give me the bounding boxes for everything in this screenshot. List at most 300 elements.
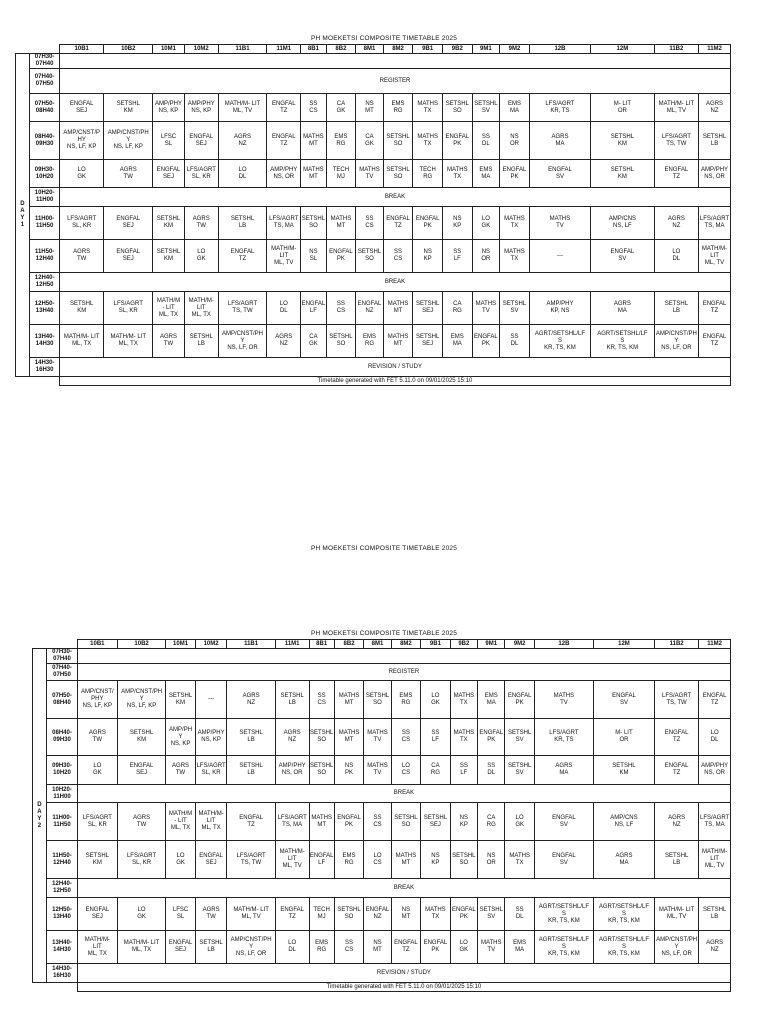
lesson-cell: LFS/AGRT TS, MA [699,207,731,240]
time-slot: 11H50- 12H40 [30,240,60,273]
lesson-cell: --- [195,681,227,719]
lesson-cell: SETSHL SEJ [413,292,443,325]
lesson-cell: MATH/M- LIT ML, TX [104,325,153,358]
column-header: 10B1 [59,45,103,54]
lesson-cell: ENGFAL SEJ [166,931,195,964]
lesson-cell: AMP/PHY NS, KP [184,94,218,122]
lesson-cell: LFS/AGRT TS, MA [699,803,731,841]
lesson-cell: MATHS TV [364,756,391,785]
column-header: 8B2 [326,45,356,54]
lesson-cell: MATHS TX [450,681,477,719]
lesson-cell: LO DL [654,240,698,273]
header-corner [15,45,59,54]
time-slot: 13H40- 14H30 [47,931,78,964]
lesson-cell: SETSHL SEJ [413,325,443,358]
timetable-row [15,358,731,377]
lesson-cell: EMS RG [326,122,356,160]
lesson-cell: SS DL [500,325,530,358]
lesson-cell: AMP/CNST/P HY NS, LF, KP [59,122,103,160]
lesson-cell: SETSHL SV [472,94,500,122]
time-slot: 12H40- 12H50 [30,273,60,292]
lesson-cell: MATH/M- LIT ML, TV [654,94,698,122]
lesson-cell: SS DL [505,898,534,931]
lesson-cell: SETSHL KM [104,94,153,122]
lesson-cell: NS KP [450,803,477,841]
header-row [32,640,731,649]
lesson-cell: SETSHL SO [443,94,473,122]
timetable-row [32,841,731,879]
lesson-cell: LO GK [505,803,534,841]
lesson-cell: SETSHL SV [500,292,530,325]
lesson-cell: MATH/M- LIT ML, TX [77,931,117,964]
generator-footer: Timetable generated with FET 5.11.0 on 09/01/2025 15:10 [59,377,730,386]
lesson-cell: ENGFAL TZ [654,160,698,188]
timetable-row [15,273,731,292]
column-header: 10M1 [153,45,185,54]
timetable-row [15,69,731,94]
lesson-cell: SETSHL SO [391,803,420,841]
lesson-cell: LFS/AGRT TS, TW [655,681,699,719]
lesson-cell: AMP/PHY NS, OR [275,756,309,785]
lesson-cell: ENGFAL PK [334,803,363,841]
lesson-cell: SETSHL SV [478,898,505,931]
timetable-day-2 [32,639,731,992]
lesson-cell: AMP/CNST/PH Y NS, LF, KP [104,122,153,160]
lesson-cell: LFS/AGRT TS, TW [218,292,267,325]
lesson-cell: NS MT [356,94,384,122]
lesson-cell: MATH/M- LIT ML, TX [59,325,103,358]
time-slot: 07H40- 07H50 [30,69,60,94]
lesson-cell: SS CS [309,681,334,719]
column-header: 11B1 [218,45,267,54]
lesson-cell: LO GK [184,240,218,273]
lesson-cell: SETSHL SO [309,719,334,756]
lesson-cell: LO DL [699,719,731,756]
lesson-cell: AGRS TW [77,719,117,756]
lesson-cell: ENGFAL TZ [655,719,699,756]
lesson-cell: ENGFAL SEJ [184,122,218,160]
lesson-cell: LO CS [391,756,420,785]
lesson-cell: MATHS TX [500,240,530,273]
time-slot: 08H40- 09H30 [30,122,60,160]
lesson-cell: EMS RG [334,841,363,879]
column-header: 12B [529,45,590,54]
time-slot: 11H00- 11H50 [30,207,60,240]
lesson-cell: NS OR [500,122,530,160]
column-header: 11B1 [227,640,275,649]
lesson-cell: SETSHL SO [326,325,356,358]
time-slot: 11H50- 12H40 [47,841,78,879]
lesson-cell: NS OR [472,240,500,273]
lesson-cell: ENGFAL PK [326,240,356,273]
lesson-cell: LFS/AGRT SL, KR [104,292,153,325]
period-label: REVISION / STUDY [59,358,730,377]
lesson-cell: AMP/PHY NS, KP [195,719,227,756]
period-label: BREAK [77,879,730,898]
lesson-cell: SETSHL LB [195,931,227,964]
lesson-cell: EMS RG [391,681,420,719]
lesson-cell: MATHS TV [534,681,593,719]
lesson-cell: AGRS TW [59,240,103,273]
lesson-cell: AMP/CNST/PH Y NS, LF, OR [227,931,275,964]
lesson-cell: MATHS TX [443,160,473,188]
lesson-cell: LO GK [166,841,195,879]
lesson-cell: LFS/AGRT SL, KR [195,756,227,785]
timetable-row [15,240,731,273]
lesson-cell: ENGFAL TZ [267,122,301,160]
lesson-cell: SETSHL SO [383,160,413,188]
column-header: 8M2 [383,45,413,54]
lesson-cell: MATHS MT [391,841,420,879]
lesson-cell: MATHS TX [421,898,450,931]
column-header: 9B2 [450,640,477,649]
lesson-cell: SETSHL KM [166,681,195,719]
lesson-cell: AMP/CNST/ PHY NS, LF, KP [77,681,117,719]
timetable-row [15,292,731,325]
timetable-row [32,803,731,841]
lesson-cell: ENGFAL PK [450,898,477,931]
lesson-cell: SETSHL SV [505,756,534,785]
lesson-cell: SETSHL LB [699,122,731,160]
lesson-cell: SS CS [391,719,420,756]
lesson-cell: NS SL [301,240,326,273]
column-header: 8B1 [309,640,334,649]
lesson-cell: LFS/AGRT KR, TS [529,94,590,122]
lesson-cell: M- LIT OR [593,719,654,756]
lesson-cell: SETSHL SO [364,681,391,719]
timetable-row [32,879,731,898]
lesson-cell: AGRT/SETSHL/LF S KR, TS, KM [593,898,654,931]
time-slot: 11H00- 11H50 [47,803,78,841]
lesson-cell: SETSHL KM [117,719,165,756]
column-header: 9M1 [478,640,505,649]
time-slot: 07H50- 08H40 [47,681,78,719]
empty-period [77,649,730,664]
lesson-cell: EMS RG [383,94,413,122]
timetable-row [15,94,731,122]
lesson-cell: LFS/AGRT KR, TS [534,719,593,756]
lesson-cell: MATH/M- LIT ML, TV [275,841,309,879]
timetable-day-1 [15,44,731,386]
lesson-cell: SS CS [383,240,413,273]
column-header: 10B1 [77,640,117,649]
lesson-cell: MATH/M - LIT ML, TX [166,803,195,841]
lesson-cell: AMP/CNST/PH Y NS, LF, OR [655,931,699,964]
day-label: D A Y 2 [32,649,47,983]
column-header: 11M1 [267,45,301,54]
lesson-cell: ENGFAL TZ [699,325,731,358]
lesson-cell: MATHS MT [301,122,326,160]
lesson-cell: MATHS TX [500,207,530,240]
time-slot: 07H30- 07H40 [47,649,78,664]
lesson-cell: MATH/M - LIT ML, TX [153,292,185,325]
lesson-cell: SETSHL LB [275,681,309,719]
lesson-cell: AGRS MA [591,292,655,325]
lesson-cell: SETSHL LB [218,207,267,240]
lesson-cell: AGRS TW [166,756,195,785]
column-header: 9M2 [505,640,534,649]
lesson-cell: MATH/M- LIT ML, TX [184,292,218,325]
timetable-row [32,719,731,756]
lesson-cell: AGRS MA [529,122,590,160]
period-label: BREAK [59,188,730,207]
lesson-cell: MATHS TV [472,292,500,325]
lesson-cell: SETSHL SO [383,122,413,160]
timetable-row [15,54,731,69]
header-row [15,45,731,54]
column-header: 10M2 [184,45,218,54]
generator-footer: Timetable generated with FET 5.11.0 on 09/01/2025 15:10 [77,983,730,992]
lesson-cell: SS LF [450,756,477,785]
lesson-cell: SETSHL KM [153,240,185,273]
lesson-cell: M- LIT OR [591,94,655,122]
lesson-cell: AGRS TW [117,803,165,841]
lesson-cell: CA RG [443,292,473,325]
lesson-cell: LFS/AGRT TS, MA [267,207,301,240]
lesson-cell: AGRS MA [534,756,593,785]
footer-spacer [32,983,77,992]
lesson-cell: AGRT/SETSHL/LF S KR, TS, KM [593,931,654,964]
lesson-cell: SS CS [326,292,356,325]
lesson-cell: AMP/CNST/PH Y NS, LF, OR [218,325,267,358]
lesson-cell: MATH/M- LIT ML, TV [227,898,275,931]
lesson-cell: LO GK [77,756,117,785]
column-header: 11B2 [654,45,698,54]
lesson-cell: AGRS TW [195,898,227,931]
column-header: 10M1 [166,640,195,649]
timetable-title-day-2: PH MOEKETSI COMPOSITE TIMETABLE 2025 [310,545,458,552]
time-slot: 12H50- 13H40 [47,898,78,931]
lesson-cell: EMS MA [500,94,530,122]
lesson-cell: SETSHL SO [334,898,363,931]
lesson-cell: ENGFAL TZ [655,756,699,785]
lesson-cell: AMP/PHY NS, KP [153,94,185,122]
lesson-cell: ENGFAL SEJ [117,756,165,785]
time-slot: 07H50- 08H40 [30,94,60,122]
lesson-cell: LFS/AGRT TS, TW [227,841,275,879]
lesson-cell: SETSHL LB [699,898,731,931]
lesson-cell: ENGFAL TZ [218,240,267,273]
lesson-cell: NS OR [478,841,505,879]
lesson-cell: CA RG [478,803,505,841]
lesson-cell: SS CS [364,803,391,841]
time-slot: 07H30- 07H40 [30,54,60,69]
lesson-cell: EMS MA [505,931,534,964]
lesson-cell: NS MT [391,898,420,931]
lesson-cell: SS CS [301,94,326,122]
timetable-row [32,649,731,664]
lesson-cell: MATHS MT [326,207,356,240]
lesson-cell: AGRS NZ [699,94,731,122]
lesson-cell: SS LF [443,240,473,273]
lesson-cell: AMP/PHY KP, NS [529,292,590,325]
lesson-cell: MATH/M- LIT ML, TV [655,898,699,931]
lesson-cell: LFS/AGRT SL, KR [59,207,103,240]
lesson-cell: ENGFAL SEJ [104,240,153,273]
lesson-cell: ENGFAL PK [505,681,534,719]
column-header: 9M1 [472,45,500,54]
timetable-title-day-1: PH MOEKETSI COMPOSITE TIMETABLE 2025 [310,35,458,42]
lesson-cell: ENGFAL SEJ [104,207,153,240]
lesson-cell: AGRS NZ [699,931,731,964]
lesson-cell: ENGFAL PK [413,207,443,240]
lesson-cell: SETSHL SO [450,841,477,879]
period-label: REGISTER [59,69,730,94]
lesson-cell: LO GK [59,160,103,188]
column-header: 9B1 [421,640,450,649]
lesson-cell: TECH MJ [326,160,356,188]
lesson-cell: MATHS MT [309,803,334,841]
time-slot: 12H40- 12H50 [47,879,78,898]
lesson-cell: MATH/M- LIT ML, TV [218,94,267,122]
lesson-cell: AMP/CNS NS, LF [591,207,655,240]
time-slot: 08H40- 09H30 [47,719,78,756]
time-slot: 13H40- 14H30 [30,325,60,358]
lesson-cell: AGRS NZ [275,719,309,756]
lesson-cell: MATH/M- LIT ML, TV [267,240,301,273]
lesson-cell: ENGFAL LF [309,841,334,879]
lesson-cell: SETSHL KM [591,122,655,160]
column-header: 10B2 [104,45,153,54]
header-corner [32,640,77,649]
lesson-cell: EMS MA [478,681,505,719]
lesson-cell: LFS/AGRT TS, MA [275,803,309,841]
lesson-cell: MATHS MT [383,325,413,358]
lesson-cell: LO DL [275,931,309,964]
lesson-cell: ENGFAL SEJ [59,94,103,122]
timetable-row [32,964,731,983]
lesson-cell: SETSHL SO [356,240,384,273]
footer-row [32,983,731,992]
timetable-row [32,785,731,803]
lesson-cell: NS MT [364,931,391,964]
lesson-cell: NS KP [421,841,450,879]
lesson-cell: MATHS TX [505,841,534,879]
lesson-cell: EMS RG [356,325,384,358]
time-slot: 14H30- 16H30 [47,964,78,983]
lesson-cell: ENGFAL LF [301,292,326,325]
column-header: 11M2 [699,640,731,649]
lesson-cell: AMP/PHY NS, OR [699,756,731,785]
column-header: 8M1 [364,640,391,649]
lesson-cell: AMP/PHY NS, OR [267,160,301,188]
lesson-cell: NS PK [334,756,363,785]
lesson-cell: SETSHL LB [184,325,218,358]
time-slot: 10H20- 11H00 [30,188,60,207]
lesson-cell: EMS RG [309,931,334,964]
lesson-cell: ENGFAL TZ [699,681,731,719]
lesson-cell: SETSHL SEJ [421,803,450,841]
lesson-cell: SETSHL LB [227,756,275,785]
lesson-cell: ENGFAL SEJ [153,160,185,188]
lesson-cell: LFSC SL [153,122,185,160]
time-slot: 07H40- 07H50 [47,664,78,681]
lesson-cell: AGRT/SETSHL/LF S KR, TS, KM [534,898,593,931]
lesson-cell: AGRS NZ [267,325,301,358]
timetable-row [15,188,731,207]
lesson-cell: MATHS MT [301,160,326,188]
column-header: 11M2 [699,45,731,54]
time-slot: 09H30- 10H20 [30,160,60,188]
lesson-cell: SS CS [334,931,363,964]
lesson-cell: ENGFAL SEJ [77,898,117,931]
lesson-cell: MATHS MT [383,292,413,325]
lesson-cell: ENGFAL TZ [275,898,309,931]
lesson-cell: LFS/AGRT SL, KR [184,160,218,188]
lesson-cell: ENGFAL SV [534,803,593,841]
lesson-cell: MATH/M- LIT ML, TX [195,803,227,841]
timetable-row [15,122,731,160]
lesson-cell: --- [529,240,590,273]
timetable-title-day-2-repeat: PH MOEKETSI COMPOSITE TIMETABLE 2025 [310,630,458,637]
column-header: 10M2 [195,640,227,649]
time-slot: 12H50- 13H40 [30,292,60,325]
period-label: REGISTER [77,664,730,681]
column-header: 9B1 [413,45,443,54]
lesson-cell: LO DL [267,292,301,325]
lesson-cell: ENGFAL SV [534,841,593,879]
lesson-cell: CA GK [326,94,356,122]
lesson-cell: AGRS NZ [655,803,699,841]
lesson-cell: AMP/CNS NS, LF [593,803,654,841]
timetable-row [32,898,731,931]
time-slot: 10H20- 11H00 [47,785,78,803]
lesson-cell: MATHS TX [413,122,443,160]
column-header: 8M2 [391,640,420,649]
column-header: 10B2 [117,640,165,649]
timetable-row [15,325,731,358]
column-header: 8M1 [356,45,384,54]
lesson-cell: NS KP [443,207,473,240]
lesson-cell: ENGFAL NZ [356,292,384,325]
column-header: 9M2 [500,45,530,54]
timetable-row [32,681,731,719]
lesson-cell: AGRT/SETSHL/LF S KR, TS, KM [529,325,590,358]
lesson-cell: AGRS NZ [654,207,698,240]
lesson-cell: ENGFAL TZ [227,803,275,841]
lesson-cell: SS CS [356,207,384,240]
lesson-cell: SETSHL SV [505,719,534,756]
lesson-cell: ENGFAL TZ [391,931,420,964]
lesson-cell: SETSHL KM [591,160,655,188]
lesson-cell: MATHS TV [356,160,384,188]
timetable-row [32,664,731,681]
lesson-cell: SETSHL SO [309,756,334,785]
period-label: BREAK [77,785,730,803]
lesson-cell: ENGFAL TZ [267,94,301,122]
lesson-cell: LFS/AGRT SL, KR [117,841,165,879]
column-header: 12M [591,45,655,54]
lesson-cell: AGRS MA [593,841,654,879]
lesson-cell: AGRT/SETSHL/LF S KR, TS, KM [591,325,655,358]
lesson-cell: AGRS NZ [218,122,267,160]
lesson-cell: SS DL [472,122,500,160]
lesson-cell: LO GK [421,681,450,719]
day-label: D A Y 1 [15,54,30,377]
lesson-cell: ENGFAL SEJ [195,841,227,879]
lesson-cell: ENGFAL PK [472,325,500,358]
timetable-row [15,207,731,240]
lesson-cell: LO CS [364,841,391,879]
lesson-cell: SETSHL KM [77,841,117,879]
lesson-cell: AGRS NZ [227,681,275,719]
lesson-cell: ENGFAL TZ [383,207,413,240]
timetable-row [32,756,731,785]
lesson-cell: AMP/PH Y NS, KP [166,719,195,756]
timetable-row [15,160,731,188]
lesson-cell: ENGFAL PK [478,719,505,756]
lesson-cell: AMP/CNST/PH Y NS, LF, OR [654,325,698,358]
